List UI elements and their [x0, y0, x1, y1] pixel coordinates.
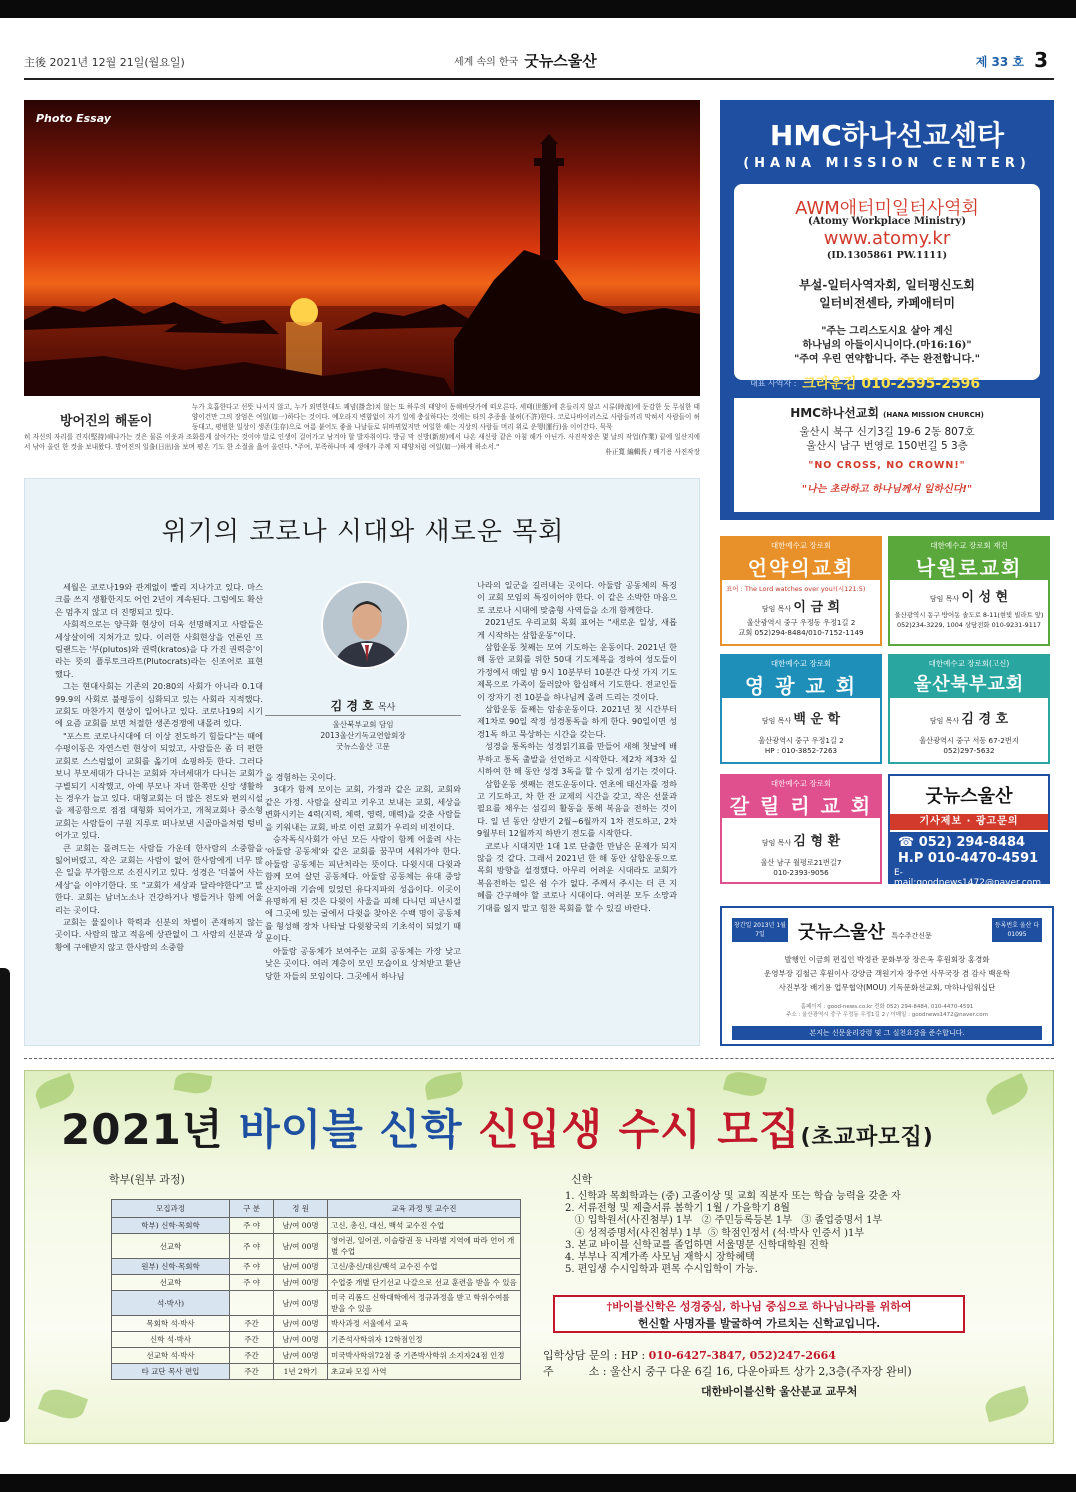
article-paragraph: 아둘람 공동체가 보여주는 교회 공동체는 가장 낮고 낮은 곳이다. 여러 계층이 모인 모습이요 상처받고 환난당한 자들의 모임이다. 그곳에서 하나님: [265, 945, 461, 981]
quota-cell: 남/여 00명: [274, 1332, 328, 1348]
goodnews-contact-bar: 기사제보 · 광고문의: [890, 814, 1048, 830]
issue-number: 제 33 호: [975, 55, 1024, 69]
article-paragraph: 나라의 일군을 길러내는 곳이다. 아둘람 공동체의 특징이 교회 모임의 특징이어야 한다. 이 같은 소박한 마음으로 코로나 시대에 맞춤형 사역들을 소개 함께한다.: [477, 580, 677, 615]
photo-credit: 朴正寬 編輯長 / 배기용 사진작장: [605, 448, 700, 456]
goodnews-contact-box: [888, 774, 1050, 888]
type-cell: [230, 1291, 274, 1316]
quota-cell: 남/여 00명: [274, 1259, 328, 1275]
hmc-title: HMC하나선교센타: [769, 119, 1005, 152]
hmc-address: 울산시 북구 신기3길 19-6 2동 807호: [799, 426, 975, 438]
representative-row: [734, 370, 1040, 396]
leaf-decoration: [174, 1070, 213, 1096]
church-address-line: 010-2393-9056: [773, 868, 829, 877]
masthead-staff-row: 운영부장 김철근 후원이사 강양금 객원기자 장주연 사무국장 겸 감사 백운학: [763, 969, 1011, 978]
desc-cell: 초교파 모집 사역: [328, 1364, 521, 1380]
course-cell: 타 교단 목사 편입: [112, 1364, 230, 1380]
pastor-label: 담임 목사: [929, 717, 960, 725]
article-paragraph: 3대가 함께 모이는 교회, 가정과 같은 교회, 교회와 같은 가정. 사람을 살리고 키우고 보내는 교회, 세상을 변화시키는 4력(지력, 체력, 영력, 매력)을 갖춘 사람들을 키워내는 교회, 바로 이런 교회가 우리의 비전이다.: [265, 784, 461, 832]
church-address-line: 울산광역시 중구 우정1길 2: [758, 736, 844, 745]
type-cell: 주 야: [230, 1234, 274, 1259]
author-name: [265, 697, 461, 714]
hmc-church-panel: [734, 398, 1040, 512]
church-ad-header: [722, 776, 880, 818]
awm-quote: 하나님의 아들이시니이다.(마16:16)": [802, 340, 972, 351]
hmc-address: 울산시 남구 번영로 150번길 5 3층: [806, 440, 968, 452]
headline-nondenominational: (초교파모집): [800, 1125, 934, 1150]
column-article: [24, 478, 700, 1046]
awm-title: AWM애터미일터사역회: [795, 198, 979, 219]
masthead-logo-text: 굿뉴스울산: [798, 922, 885, 943]
col-header-type: 구 분: [230, 1200, 274, 1218]
admission-list: [565, 1191, 1005, 1276]
pastor-name: 김 경 호: [961, 712, 1009, 727]
pastor-label: 담임 목사: [761, 839, 792, 847]
church-address: [890, 610, 1048, 630]
quota-cell: 남/여 00명: [274, 1291, 328, 1316]
church-ad-ulsan-bukbu: [888, 654, 1050, 764]
course-cell: 선교학: [112, 1275, 230, 1291]
type-cell: 주 야: [230, 1259, 274, 1275]
hmc-church-korean: HMC하나선교회: [790, 406, 879, 420]
headline-recruit: 신입생 수시 모집: [478, 1105, 801, 1154]
church-pastor: [890, 708, 1048, 727]
article-paragraph: 삼합운동 셋째는 전도운동이다. 연초에 태신자를 정하고 기도하고, 차 한 잔 교제의 시간을 갖고, 작은 선물과 필요를 채우는 섬김의 활동을 통해 복음을 전하는 것이다. 일 년 동안 상반기 2월~6월까지 1차 전도하고, 2차 9월부터 12월까지 하반기 전도를 시작한다.: [477, 778, 677, 839]
masthead-ethics-bar: 본지는 신문윤리강령 및 그 실천요강을 준수합니다.: [732, 1026, 1042, 1040]
article-paragraph: 큰 교회는 몰려드는 사람들 가운데 한사람의 소중함을 잃어버렸고, 작은 교회는 사람이 없어 한사람에게 너무 많은 일을 부가함으로 소진시키고 있다. 성경은 '더불어 사는 세상'을 이야기한다. 또 "교회가 세상과 달라야한다"고 말한다. 교회는 남녀노소나 건강하거나 병들거나 함께 어울리는 곳이다.: [55, 842, 263, 915]
course-cell: 석·박사): [112, 1291, 230, 1316]
goodnews-logo: 굿뉴스울산: [925, 786, 1013, 807]
course-cell: 원부) 신학·목회학: [112, 1259, 230, 1275]
church-name: 언약의교회: [747, 556, 855, 580]
desc-cell: 고신, 총신, 대신, 백석 교수진 수업: [328, 1218, 521, 1234]
article-paragraph: 사회적으로는 양극화 현상이 더욱 선명해지고 사람들은 세상살이에 지쳐가고 있다. 이러한 사회현상을 언론인 프림랜드는 '부(plutos)와 권력(kratos)을 다 가진 권력층'이라는 뜻의 플루토크라트(Plutocrats)라는 신조어로 표현했다.: [55, 619, 263, 679]
ad-headline: [61, 1097, 934, 1157]
article-paragraph: 삼합운동 첫째는 모여 기도하는 운동이다. 2021년 한 해 동안 교회를 위한 50대 기도제목을 정하여 성도들이 가정에서 매일 밤 9시 10분부터 10분간 다섯 가지 기도제목으로 가족이 둘러앉아 합심해서 기도한다. 전교인들이 장자기 전 10분을 하나님께 올려 드리는 것이다.: [477, 642, 677, 702]
masthead-staff-row: 발행인 이금희 편집인 박정관 문화부장 장은옥 후원회장 홍경화: [784, 955, 990, 964]
quota-cell: 남/여 00명: [274, 1348, 328, 1364]
awm-panel: [734, 184, 1040, 380]
col-header-quota: 정 원: [274, 1200, 328, 1218]
masthead-address: 주소 : 울산광역시 중구 우정동 우정1길 2 / 이메일 : goodnews1472@naver.com: [786, 1012, 988, 1018]
church-ad-header: [722, 656, 880, 698]
article-paragraph: 2021년도 우리교회 목회 표어는 "새로운 일상, 새롭게 시작하는 삼합운동"이다.: [477, 617, 677, 640]
masthead-staff-row: 사진부장 배기용 업무협약(MOU) 기독문화선교회, 마하나임워십단: [778, 983, 996, 992]
article-paragraph: 그는 현대사회는 기존의 20:80의 사회가 아니라 0.1대 99.9의 사회로 불평등이 심화되고 있는 사회라 지적했다. 교회도 마찬가지 현상이 일어나고 있다. 코로나19의 시기에 요즘 교회를 보면 처절한 생존경쟁에 내몰려 있다.: [55, 681, 263, 729]
leaf-decoration: [723, 1068, 767, 1100]
hmc-slogan: "NO CROSS, NO CROWN!": [808, 460, 966, 471]
atomy-url: www.atomy.kr: [823, 228, 951, 249]
article-paragraph: 승자독식사회가 아닌 모든 사람이 함께 어울려 사는 '아둘람 공동체'와 같은 교회를 꿈꾸며 세워가야 한다. 아둘람 공동체는 피난처라는 뜻이다. 다윗시대 다윗과 함께 모여 살던 공동체다. 아둘람 공동체는 유대 중앙 산지아래 기슭에 있었던 유다지파의 성읍이다. 이곳이 유명하게 된 것은 다윗이 사울을 피해 다니던 피난시절에 그곳에 있는 굴에서 다윗을 찾아온 수백 명이 공동체를 형성해 장차 나타날 다윗왕국의 기초석이 되었기 때문이다.: [265, 834, 461, 944]
pastor-label: 담임 목사: [761, 605, 792, 613]
awm-line: 부설-일터사역자회, 일터평신도회: [799, 278, 975, 292]
admission-item: ④ 성적증명서(사진첨부) 1부 ⑤ 학점인정서 (석·박사 인증서 )1부: [565, 1227, 864, 1239]
headline-year: 2021년: [61, 1105, 224, 1154]
contact-phone[interactable]: 010-6427-3847, 052)247-2664: [648, 1349, 836, 1362]
hmc-church-name: [734, 404, 1040, 421]
table-row: [112, 1364, 521, 1380]
church-denomination: 대한예수교 장로회: [770, 779, 832, 788]
church-address: [722, 618, 880, 638]
table-row: [112, 1218, 521, 1234]
representative-name: 크라운김 010-2595-2596: [802, 376, 981, 392]
author-info: [265, 715, 461, 752]
goodnews-email[interactable]: E-mail:goodnews1472@naver.com: [894, 868, 1041, 888]
seminary-mission-note: [553, 1295, 965, 1333]
desc-cell: 미국 리폼드 신학대학에서 정규과정을 받고 학위수여를 받을 수 있음: [328, 1291, 521, 1316]
church-pastor: [890, 586, 1048, 605]
pastor-name: 이 성 현: [961, 590, 1009, 605]
church-address: [722, 858, 880, 878]
undergrad-label: 학부(원부 과정): [109, 1173, 185, 1186]
table-row: [112, 1316, 521, 1332]
church-pastor: [722, 830, 880, 849]
photo-caption-text-b: 히 자신의 자리를 견지(堅持)해나가는 것은 물론 이웃과 조화롭게 살아가는 것이야 말로 인생이 걸어가고 남겨야 할 발자취이다. 방금 막 신방(新房)에서 나온 새신랑 같은 아침 해가 아닌가. 사진작장은 몇 날의 작업(作業) 끝에 일산지에서 낚아 올린 한 컷을 보내왔다. 방어진의 일출(日出)을 보며 평온 기도 한 소절을 읊어 올린다. "주여, 부족하나마 제 생애가 주께 저 태양처럼 여일(如一)하게 하소서.": [24, 433, 700, 451]
goodnews-phones: [890, 832, 1048, 888]
church-pastor: [722, 708, 880, 727]
course-cell: 선교학 석·박사: [112, 1348, 230, 1364]
mission-note-line: 헌신할 사명자를 발굴하여 가르치는 신학교입니다.: [637, 1317, 881, 1330]
desc-cell: 고신/총신/대신/백석 교수진 수업: [328, 1259, 521, 1275]
side-scroll-tab[interactable]: [0, 968, 10, 1422]
sunrise-image: [24, 100, 700, 396]
sunrise-photo: [24, 100, 700, 396]
col-header-desc: 교육 과정 및 교수진: [328, 1200, 521, 1218]
col-header-course: 모집과정: [112, 1200, 230, 1218]
type-cell: 주간: [230, 1364, 274, 1380]
founding-date-badge: 창간일 2013년 1월 7일: [732, 918, 788, 942]
header-slogan: 세계 속의 한국: [454, 57, 519, 68]
article-column-2: [265, 771, 461, 982]
masthead-contact: 홈페이지 : good-news.co.kr 전화 052) 294-8484, 010-4470-4591: [800, 1004, 974, 1010]
course-cell: 목회학 석·박사: [112, 1316, 230, 1332]
type-cell: 주 야: [230, 1218, 274, 1234]
photo-essay-tag: Photo Essay: [36, 112, 111, 125]
address-label: 주 소 :: [543, 1365, 607, 1378]
admission-item: 4. 부부나 직계가족 사모님 재학시 장학혜택: [565, 1252, 755, 1264]
atomy-id: (ID.1305861 PW.1111): [826, 250, 948, 261]
seminary-signature: 대한바이블신학 울산분교 교무처: [701, 1385, 858, 1398]
quota-cell: 남/여 00명: [274, 1234, 328, 1259]
pastor-name: 이 금 희: [793, 600, 841, 615]
address-value: 울산시 중구 다운 6길 16, 다운아파트 상가 2,3층(주자장 완비): [609, 1365, 912, 1378]
awm-line: 일터비전센타, 카페애터미: [819, 296, 955, 310]
pastor-label: 담임 목사: [761, 717, 792, 725]
admission-address: [543, 1363, 912, 1379]
quota-cell: 남/여 00명: [274, 1316, 328, 1332]
church-ad-header: [890, 656, 1048, 698]
author-info-line: 굿뉴스울산 고문: [336, 742, 390, 751]
quota-cell: 1년 2학기: [274, 1364, 328, 1380]
hmc-mission-ad: [720, 100, 1054, 520]
author-name-text: 김 경 호: [330, 699, 374, 713]
church-name: 영 광 교 회: [744, 674, 858, 698]
church-ad-header: [890, 538, 1048, 580]
author-info-line: 울산북부교회 담임: [332, 720, 394, 729]
admission-item: 2. 서류전형 및 제출서류 봄학기 1월 / 가을학기 8월: [565, 1203, 790, 1215]
admission-contact: [543, 1347, 836, 1363]
leaf-decoration: [423, 1072, 464, 1100]
table-row: [112, 1234, 521, 1259]
issue-date: 主後 2021년 12월 21일(월요일): [24, 56, 185, 69]
church-name: 낙원로교회: [915, 556, 1023, 580]
table-row: [112, 1332, 521, 1348]
pastor-name: 김 형 환: [793, 834, 841, 849]
table-row: [112, 1348, 521, 1364]
course-cell: 신학 석·박사: [112, 1332, 230, 1348]
article-title: 위기의 코로나 시대와 새로운 목회: [161, 517, 565, 547]
section-divider: [24, 1058, 1054, 1059]
church-name: 갈 릴 리 교 회: [729, 794, 873, 818]
page-number: 3: [1034, 48, 1048, 72]
pastor-name: 백 운 학: [793, 712, 841, 727]
hmc-subtitle: (HANA MISSION CENTER): [743, 156, 1031, 171]
table-row: [112, 1275, 521, 1291]
hmc-church-english: (HANA MISSION CHURCH): [883, 411, 984, 419]
author-role: 목사: [377, 703, 396, 713]
church-name: 울산북부교회: [913, 674, 1025, 695]
church-denomination: 대한예수교 장로회(고신): [928, 659, 1010, 668]
theology-label: 신학: [571, 1173, 593, 1186]
course-table: [111, 1199, 521, 1380]
photo-caption-text-a: 누가 호흡한다고 선뜻 나서지 않고, 누가 외면한대도 쾌념(掛念)치 않는 또 하루의 태양이 동해바닷가에 떠오른다. 세태(世態)에 흔들리지 않고 시류(時流)에 둔감한 듯 무심한 태양이건만 그의 장엄은 여일(如一)하다는 것이다. 예오라지 변함없이 자기 일에 충실하다는 것에는 타의 추종을 불허(不許)한다. 코로나바이러스로 사람들끼리 막혀서 사람들이 허둥대고, 평범한 일상이 생존(生存)으로 여름 붙어도 좋을 나날들로 뒤바뀌었지만 여일한 해는 지상의 사람들 머리 위로 운행(運行)을 이어간다. 묵묵: [192, 403, 700, 431]
author-photo: [321, 581, 409, 669]
article-paragraph: "포스트 코로나시대에 더 이상 전도하기 힘들다"는 때에 수평이동은 자연스런 현상이 되었고, 사람들은 좀 더 편한 교회로 스스럼없이 교회를 옮기며 쇼핑하듯 한다. 그러다보니 부모세대가 다니는 교회와 자녀세대가 다니는 교회가 구별되기 시작했고, 아예 부모나 자녀 한쪽만 신앙 생활하는 경우가 늘고 있다. 대형교회는 더 많은 전도와 편의시설을 제공함으로 점점 대형화 되어가고, 개척교회나 중소형교회는 사람들이 구원 지루로 떠나보낸 시골마을처럼 텅비어가고 있다.: [55, 730, 263, 841]
photo-caption: [24, 400, 700, 462]
desc-cell: 수업중 개별 단기선교 나갈으로 선교 훈련을 받을 수 있음: [328, 1275, 521, 1291]
desc-cell: 영어권, 일어권, 이슬람권 등 나라별 지역에 따라 언어 개별 수업: [328, 1234, 521, 1259]
type-cell: 주간: [230, 1348, 274, 1364]
church-address-line: 울산 남구 월평로21번길7: [760, 858, 842, 867]
article-column-3: [477, 579, 677, 914]
table-row: [112, 1291, 521, 1316]
awm-quote: "주여 우린 연약합니다. 주는 완전합니다.": [794, 354, 980, 365]
article-paragraph: 삼합운동 둘째는 암송운동이다. 2021년 첫 시간부터 제1차로 90일 작정 성경통독을 하게 한다. 90일이면 성경1독 하고 묵상하는 시간을 갖는다.: [477, 704, 677, 739]
course-cell: 학부) 신학·목회학: [112, 1218, 230, 1234]
church-address-line: HP : 010-3852-7263: [764, 746, 838, 755]
awm-quote: "주는 그리스도시요 살아 계신: [821, 326, 953, 337]
desc-cell: 기존석사학위자 12학점인정: [328, 1332, 521, 1348]
table-row: [112, 1259, 521, 1275]
quota-cell: 남/여 00명: [274, 1275, 328, 1291]
church-address-line: 052)234-3229, 1004 상담전화 010-9231-9117: [897, 621, 1041, 629]
church-address-line: 052)297-5632: [943, 746, 995, 755]
church-ad-header: [722, 538, 880, 580]
photo-title: 방어진의 해돋이: [60, 414, 153, 429]
registration-badge: 등록번호 울산 다 01095: [992, 918, 1042, 942]
type-cell: 주간: [230, 1316, 274, 1332]
course-cell: 선교학: [112, 1234, 230, 1259]
church-address-line: 울산광역시 중구 우정동 우정1길 2: [746, 618, 856, 627]
church-motto: 표어 : The Lord watches over you!(시121:5): [726, 585, 866, 593]
church-address: [890, 736, 1048, 756]
church-denomination: 대한예수교 장로회 재건: [930, 541, 1008, 550]
author-info-line: 2013울산기독교연합회장: [320, 731, 406, 740]
newspaper-masthead: [720, 906, 1054, 1046]
leaf-decoration: [38, 1384, 88, 1423]
type-cell: 주간: [230, 1332, 274, 1348]
representative-label: 대표 사역자 :: [750, 378, 797, 388]
mission-note-line: †바이블신학은 성경중심, 하나님 중심으로 하나님나라를 위하여: [606, 1300, 912, 1313]
church-denomination: 대한예수교 장로회: [770, 659, 832, 668]
top-black-bar: [0, 0, 1076, 18]
hmc-slogan: "나는 초라하고 하나님께서 일하신다!": [801, 484, 973, 495]
masthead-logo-sub: 특수주간신문: [891, 932, 932, 940]
article-paragraph: 성경을 통독하는 성경읽기표를 만들어 새해 첫날에 배부하고 통독 출발을 선언하고 시작한다. 제2차 제3차 실시하여 한 해 동안 성경 3독을 할 수 있게 섬기는 것이다.: [477, 741, 677, 777]
bottom-black-bar: [0, 1474, 1076, 1492]
course-table-header: [112, 1200, 521, 1218]
desc-cell: 박사과정 서울에서 교육: [328, 1316, 521, 1332]
goodnews-phone: ☎ 052) 294-8484: [898, 835, 1026, 850]
admission-item: 5. 편입생 수시입학과 편목 수시입학이 가능.: [565, 1264, 758, 1276]
article-paragraph: 코로나 시대지만 1대 1로 단출한 만남은 문제가 되지 않을 것 같다. 그래서 2021년 한 해 동안 삼합운동으로 목회 방향을 설정했다. 아무리 어려운 시대라도 교회가 복음전하는 일은 쉼 수가 없다. 주께서 주시는 더 큰 지혜를 간구해야 할 코로나 시대이다. 여러분 모두 소망과 기대를 잃지 말고 힘찬 목회를 할 수 있길 바란다.: [477, 840, 677, 913]
quota-cell: 남/여 00명: [274, 1218, 328, 1234]
header-masthead: [454, 50, 597, 71]
goodnews-mobile: H.P 010-4470-4591: [898, 851, 1039, 866]
headline-bible: 바이블 신학: [239, 1105, 463, 1154]
contact-label: 입학상담 문의 : HP :: [543, 1349, 646, 1362]
pastor-label: 담임 목사: [929, 595, 960, 603]
article-column-1: [55, 581, 263, 953]
header-rule: [24, 78, 1054, 80]
church-ad-eonyak: [720, 536, 882, 646]
awm-english: (Atomy Workplace Ministry): [808, 216, 966, 227]
article-paragraph: 교회는 물질이나 학력과 신분의 차별이 존재하지 않는 곳이다. 사람의 많고 적음에 상관없이 그 사람의 신분과 상황에 구애받지 않고 한사람의 소중함: [55, 916, 263, 952]
page-header: [24, 48, 1054, 74]
header-logo: 굿뉴스울산: [524, 52, 597, 70]
church-address-line: 울산광역시 동구 방어동 솔도로 8-11(현빛 빌라트 앞): [894, 611, 1044, 619]
desc-cell: 미국박사학위72점 중 기존박사학위 소지자24점 인정: [328, 1348, 521, 1364]
church-address: [722, 736, 880, 756]
church-ad-nakwonro: [888, 536, 1050, 646]
article-paragraph: 세월은 코로나19와 관계없이 빨리 지나가고 있다. 마스크를 쓰지 생활한지도 어언 2년이 계속된다. 그럼에도 확산은 멈추지 않고 더 진행되고 있다.: [55, 582, 263, 617]
article-paragraph: 을 경험하는 곳이다.: [265, 772, 337, 782]
church-pastor: [722, 596, 880, 615]
admission-item: ① 입학원서(사진첨부) 1부 ② 주민등록등본 1부 ③ 졸업증명서 1부: [565, 1215, 883, 1227]
leaf-decoration: [982, 1073, 1033, 1115]
church-ad-galilee: [720, 774, 882, 884]
church-address-line: 교회 052)294-8484/010-7152-1149: [738, 628, 864, 637]
admission-item: 3. 본교 바이블 신학교를 졸업하면 서울명문 신학대학원 진학: [565, 1239, 829, 1251]
leaf-decoration: [982, 1386, 1031, 1423]
church-ad-yeonggwang: [720, 654, 882, 764]
masthead-logo: [798, 918, 932, 944]
admission-item: 1. 신학과 목회학과는 (중) 고졸이상 및 교회 직분자 또는 학습 능력을 갖춘 자: [565, 1191, 901, 1202]
type-cell: 주 야: [230, 1275, 274, 1291]
church-denomination: 대한예수교 장로회: [770, 541, 832, 550]
bible-seminary-ad: [24, 1070, 1054, 1444]
church-address-line: 울산광역시 중구 서동 67-2번지: [919, 736, 1019, 745]
